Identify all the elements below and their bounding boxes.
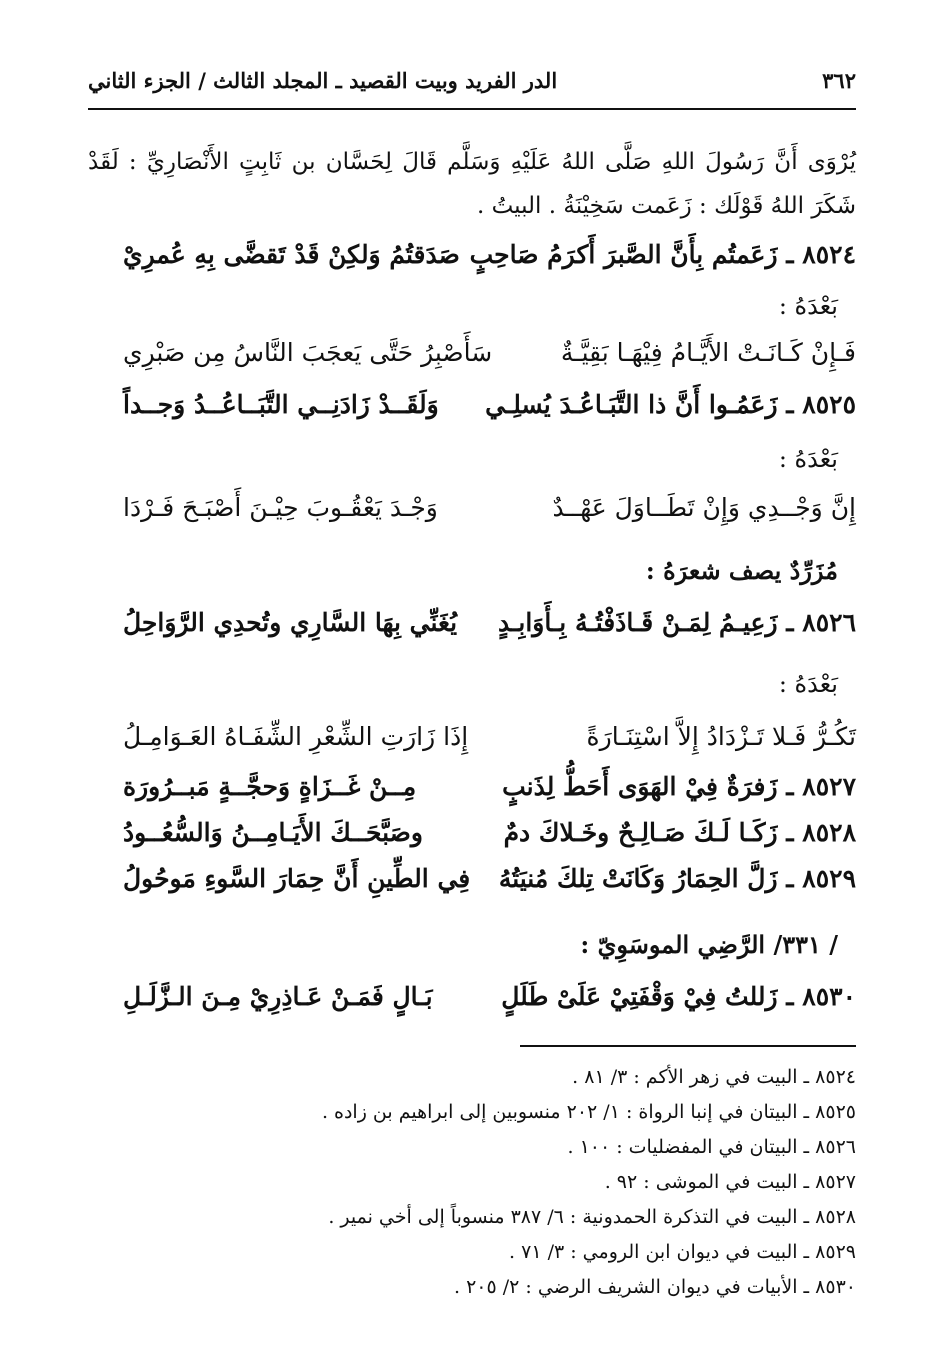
running-title: الدر الفريد وبيت القصيد ـ المجلد الثالث / الجزء الثاني <box>88 67 558 93</box>
after-label: بَعْدَهُ : <box>778 292 838 320</box>
after-label: بَعْدَهُ : <box>778 670 838 698</box>
intro-paragraph: يُرْوَى أَنَّ رَسُولَ اللهِ صَلَّى اللهُ عَلَيْهِ وَسَلَّم قَالَ لِحَسَّان بن ثَابِتٍ الأَنْصَارِيِّ : لَقَدْ شَكَرَ اللهُ قَوْلَك : زَعَمت سَخِيْنَةُ . البيتُ . <box>88 149 856 219</box>
verse-second-hemistich: وصَبَّحَــكَ الأَيَـامِــنُ وَالسُّعُــودُ <box>123 818 423 847</box>
verse-first-hemistich: ٨٥٢٤ ـ زَعَمتُم بِأَنَّ الصَّبرَ أَكرَمُ صَاحِبٍ <box>469 240 856 269</box>
verse-first-hemistich: إِنَّ وَجْــدِي وَإِنْ تَطَــاوَلَ عَهْــدٌ <box>552 493 856 522</box>
footnote: ٨٥٢٥ ـ البيتان في إنبا الرواة : ١/ ٢٠٢ منسوبين إلى ابراهيم بن زاده . <box>321 1101 856 1123</box>
verse-second-hemistich: إِذَا زَارَتِ الشِّعْرِ الشِّفَـاهُ العَـوَامِـلُ <box>123 722 469 751</box>
verse-second-hemistich: فِي الطِّينِ أَنَّ حِمَارَ السَّوءِ مَوحُولُ <box>123 864 471 893</box>
verse-first-hemistich: ٨٥٢٧ ـ زَفرَةٌ فِيْ الهَوَى أَحَطُّ لِذَنبٍ <box>502 772 856 801</box>
verse-first-hemistich: ٨٥٣٠ ـ زَللتُ فِيْ وَقْفَتِيْ عَلَىْ طَلَلٍ <box>501 982 856 1011</box>
page-number: ٣٦٢ <box>822 67 856 93</box>
verse-first-hemistich: ٨٥٢٦ ـ زَعِيـمُ لِمَـنْ قَـاذَفْتُـهُ بِـأَوَابِـدٍ <box>497 608 856 637</box>
section-heading: مُزَرِّدٌ يصف شعرَهُ : <box>645 556 838 585</box>
verse-second-hemistich: وَجْـدَ يَعْقُـوبَ حِيْـنَ أَصْبَـحَ فَـرْدَا <box>123 493 438 522</box>
verse-second-hemistich: وَلَقَــدْ زَادَنِــي التَّبَــاعُــدُ وَجــداً <box>123 390 439 419</box>
footnote: ٨٥٢٤ ـ البيت في زهر الأكم : ٣/ ٨١ . <box>572 1066 856 1088</box>
page-header <box>88 60 856 100</box>
header-rule <box>88 108 856 110</box>
footnote: ٨٥٢٩ ـ البيت في ديوان ابن الرومي : ٣/ ٧١ . <box>509 1241 856 1263</box>
verse-row <box>88 772 856 818</box>
verse-first-hemistich: ٨٥٢٥ ـ زَعَمُـوا أَنَّ ذا التَّبَـاعُـدَ يُسلِـي <box>485 390 856 419</box>
section-heading: / ٣٣١/ الرَّضِي الموسَوِيّ : <box>580 930 838 959</box>
verse-row <box>88 493 856 539</box>
verse-row <box>88 818 856 864</box>
footnote: ٨٥٢٧ ـ البيت في الموشى : ٩٢ . <box>604 1171 856 1193</box>
verse-row <box>88 722 856 768</box>
verse-first-hemistich: فَـإِنْ كَـانَـتْ الأَيَّـامُ فِيْهَـا بَقِيَّـةٌ <box>560 338 856 367</box>
verse-first-hemistich: تَكُـرُّ فَـلا تَـزْدَادُ إِلاَّ اسْتِنَـارَةً <box>586 722 856 751</box>
verse-row <box>88 608 856 654</box>
verse-second-hemistich: بَـالٍ فَمَـنْ عَـاذِرِيْ مِـنَ الـزَّلَـلِ <box>123 982 433 1011</box>
footnote-rule <box>520 1045 856 1047</box>
verse-first-hemistich: ٨٥٢٩ ـ زَلَّ الحِمَارُ وَكَانَتْ تِلكَ مُنيَتُهُ <box>498 864 856 893</box>
verse-row <box>88 982 856 1028</box>
verse-first-hemistich: ٨٥٢٨ ـ زَكَـا لَـكَ صَـالِـحٌ وخَـلاكَ دمٌ <box>503 818 856 847</box>
verse-row <box>88 338 856 384</box>
footnote: ٨٥٢٨ ـ البيت في التذكرة الحمدونية : ٦/ ٣٨٧ منسوباً إلى أخي نمير . <box>328 1206 856 1228</box>
footnote: ٨٥٣٠ ـ الأبيات في ديوان الشريف الرضي : ٢/ ٢٠٥ . <box>453 1276 856 1298</box>
verse-row <box>88 390 856 436</box>
verse-second-hemistich: سَأَصْبِرُ حَتَّى يَعجَبَ النَّاسُ مِن صَبْرِي <box>123 338 493 367</box>
verse-second-hemistich: يُغَنِّي بِهَا السَّارِي وتُحدِي الرَّوَاحِلُ <box>123 608 458 637</box>
verse-row <box>88 240 856 286</box>
verse-second-hemistich: صَدَقتُمُ وَلكِنْ قَدْ تَقضَّى بِهِ عُمرِيْ <box>123 240 460 269</box>
verse-row <box>88 864 856 910</box>
verse-second-hemistich: مِــنْ غَــزَاةٍ وَحجَّــةٍ مَبــرُورَة <box>123 772 417 801</box>
footnote: ٨٥٢٦ ـ البيتان في المفضليات : ١٠٠ . <box>567 1136 856 1158</box>
after-label: بَعْدَهُ : <box>778 445 838 473</box>
